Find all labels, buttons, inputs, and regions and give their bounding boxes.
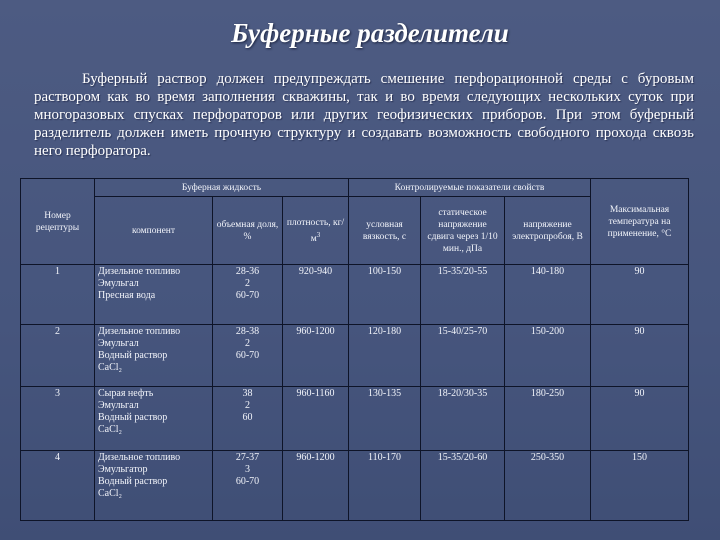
component-line: Эмульгал xyxy=(98,338,139,349)
header-controlled-props: Контролируемые показатели свойств xyxy=(349,179,591,197)
fraction-line: 60-70 xyxy=(235,350,260,361)
cell-voltage: 250-350 xyxy=(505,451,591,521)
fraction-line: 3 xyxy=(245,464,250,475)
cell-temp: 150 xyxy=(591,451,689,521)
cell-viscosity: 100-150 xyxy=(349,265,421,325)
component-line: CaCl₂ xyxy=(98,488,123,499)
header-static-shear: статическое напряжение сдвига через 1/10 мин., дПа xyxy=(421,197,505,265)
cell-viscosity: 110-170 xyxy=(349,451,421,521)
component-line: Водный раствор xyxy=(98,476,168,487)
component-line: Эмульгатор xyxy=(98,464,148,475)
cell-components xyxy=(95,265,213,325)
component-line: CaCl₂ xyxy=(98,362,123,373)
fraction-line: 27-37 xyxy=(235,452,260,463)
table-row xyxy=(21,265,689,325)
cell-recipe-no: 4 xyxy=(21,451,95,521)
fraction-line: 60-70 xyxy=(235,476,260,487)
cell-shear: 15-35/20-60 xyxy=(421,451,505,521)
cell-recipe-no: 1 xyxy=(21,265,95,325)
fraction-line: 28-36 xyxy=(235,266,260,277)
fraction-line: 28-38 xyxy=(235,326,260,337)
component-line: Дизельное топливо xyxy=(98,266,181,277)
cell-shear: 18-20/30-35 xyxy=(421,387,505,451)
fraction-line: 60 xyxy=(242,412,253,423)
header-buffer-fluid: Буферная жидкость xyxy=(95,179,349,197)
header-recipe-no: Номер рецептуры xyxy=(21,179,95,265)
cell-fractions xyxy=(213,265,283,325)
cell-density: 920-940 xyxy=(283,265,349,325)
cell-voltage: 180-250 xyxy=(505,387,591,451)
header-max-temp: Максимальная температура на применение, °С xyxy=(591,179,689,265)
component-line: Пресная вода xyxy=(98,290,156,301)
header-electrical: напряжение электропробоя, В xyxy=(505,197,591,265)
cell-density: 960-1160 xyxy=(283,387,349,451)
fraction-line: 38 xyxy=(242,388,253,399)
cell-voltage: 150-200 xyxy=(505,325,591,387)
cell-temp: 90 xyxy=(591,265,689,325)
cell-viscosity: 120-180 xyxy=(349,325,421,387)
fraction-line: 2 xyxy=(245,338,250,349)
cell-temp: 90 xyxy=(591,387,689,451)
buffer-table xyxy=(20,178,689,521)
cell-components xyxy=(95,451,213,521)
table-row xyxy=(21,387,689,451)
cell-voltage: 140-180 xyxy=(505,265,591,325)
table-row xyxy=(21,451,689,521)
header-viscosity: условная вязкость, с xyxy=(349,197,421,265)
header-component: компонент xyxy=(95,197,213,265)
cell-recipe-no: 3 xyxy=(21,387,95,451)
component-line: Дизельное топливо xyxy=(98,452,181,463)
intro-paragraph: Буферный раствор должен предупреждать смешение перфорационной среды с буровым раствором как во время заполнения скважины, так и во время следующих нескольких суток при многоразовых спусках перфораторов или других геофизических приборов. При этом буферный разделитель должен иметь прочную структуру и создавать возможность свободного прохода сквозь него перфоратора. xyxy=(34,71,694,159)
fraction-line: 2 xyxy=(245,278,250,289)
header-density: плотность, $кг/м^3$ xyxy=(283,197,349,265)
page-title: Буферные разделители xyxy=(231,18,509,48)
cell-recipe-no: 2 xyxy=(21,325,95,387)
table-row xyxy=(21,325,689,387)
cell-components xyxy=(95,325,213,387)
cell-density: 960-1200 xyxy=(283,325,349,387)
header-volume-fraction: объемная доля, % xyxy=(213,197,283,265)
cell-temp: 90 xyxy=(591,325,689,387)
fraction-line: 2 xyxy=(245,400,250,411)
component-line: Эмульгал xyxy=(98,400,139,411)
component-line: Водный раствор xyxy=(98,350,168,361)
cell-fractions xyxy=(213,451,283,521)
cell-shear: 15-40/25-70 xyxy=(421,325,505,387)
cell-fractions xyxy=(213,325,283,387)
component-line: CaCl₂ xyxy=(98,424,123,435)
cell-shear: 15-35/20-55 xyxy=(421,265,505,325)
component-line: Водный раствор xyxy=(98,412,168,423)
component-line: Сырая нефть xyxy=(98,388,154,399)
cell-density: 960-1200 xyxy=(283,451,349,521)
fraction-line: 60-70 xyxy=(235,290,260,301)
cell-fractions xyxy=(213,387,283,451)
cell-viscosity: 130-135 xyxy=(349,387,421,451)
component-line: Дизельное топливо xyxy=(98,326,181,337)
cell-components xyxy=(95,387,213,451)
component-line: Эмульгал xyxy=(98,278,139,289)
